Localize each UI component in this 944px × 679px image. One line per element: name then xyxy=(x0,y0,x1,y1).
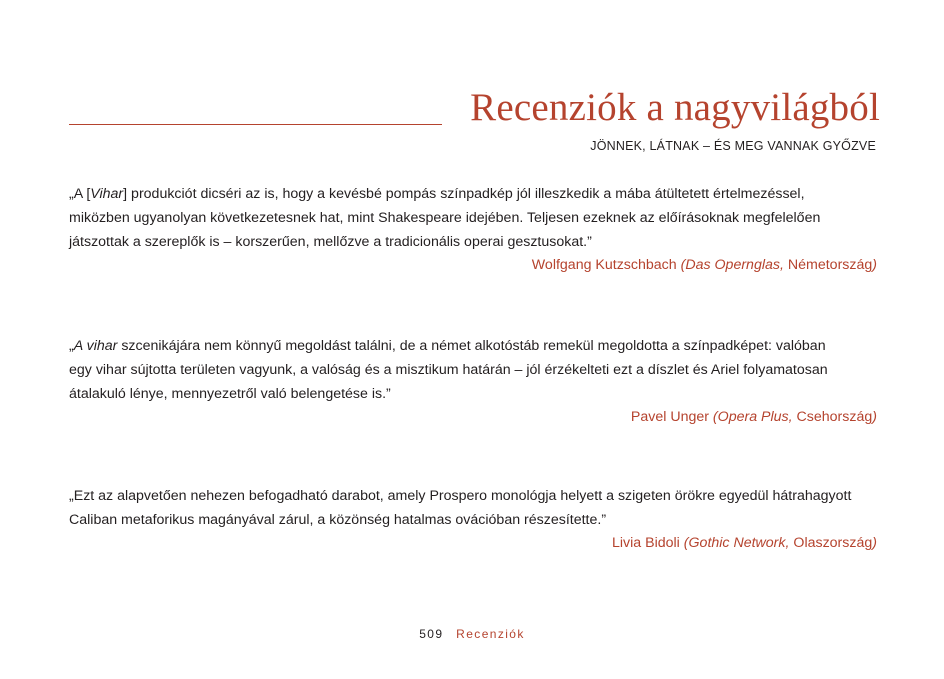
page-number: 509 xyxy=(419,627,444,641)
title-rule xyxy=(69,124,442,125)
review-country: Németország xyxy=(787,257,873,273)
review-attribution: Pavel Unger (Opera Plus, Csehország) xyxy=(630,409,877,425)
review-attribution: Wolfgang Kutzschbach (Das Opernglas, Németország) xyxy=(531,257,877,273)
review-source: Gothic Network xyxy=(688,535,786,551)
footer-section-label: Recenziók xyxy=(456,627,525,641)
review-3 xyxy=(69,484,877,554)
page-footer xyxy=(0,626,944,642)
review-quote: „A [Vihar] produkciót dicséri az is, hogy a kevésbé pompás színpadkép jól illeszkedik a mába átültetett értelmezéssel, miközben ugyanolyan következetesnek hat, mint Shakespeare idejében. Teljesen ezeknek az előírásoknak megfelelően játszottak a szereplők is – korszerűen, mellőzve a tradicionális operai gesztusokat.” xyxy=(69,186,821,250)
review-1 xyxy=(69,182,877,276)
review-author: Livia Bidoli xyxy=(612,535,680,551)
review-quote: „A vihar szcenikájára nem könnyű megoldást találni, de a német alkotóstáb remekül megoldotta a színpadképet: valóban egy vihar sújtotta területen vagyunk, a valóság és a misztikum határán – jól érzékelteti ezt a díszlet és Ariel folyamatosan átalakuló lénye, mennyezetről való belengetése is.” xyxy=(69,338,828,402)
review-author: Pavel Unger xyxy=(630,409,709,425)
review-country: Olaszország xyxy=(793,535,873,551)
page-title: Recenziók a nagyvilágból xyxy=(470,86,880,129)
review-2 xyxy=(69,334,877,428)
review-country: Csehország xyxy=(796,409,873,425)
review-attribution: Livia Bidoli (Gothic Network, Olaszország) xyxy=(612,535,877,551)
review-quote: „Ezt az alapvetően nehezen befogadható darabot, amely Prospero monológja helyett a szigeten örökre egyedül hátrahagyott Caliban metaforikus magányával zárul, a közönség hatalmas ovációban részesítette.” xyxy=(69,488,852,528)
review-author: Wolfgang Kutzschbach xyxy=(531,257,677,273)
review-source: Das Opernglas xyxy=(685,257,780,273)
page-subtitle: JÖNNEK, LÁTNAK – ÉS MEG VANNAK GYŐZVE xyxy=(590,139,876,153)
review-source: Opera Plus xyxy=(717,409,789,425)
